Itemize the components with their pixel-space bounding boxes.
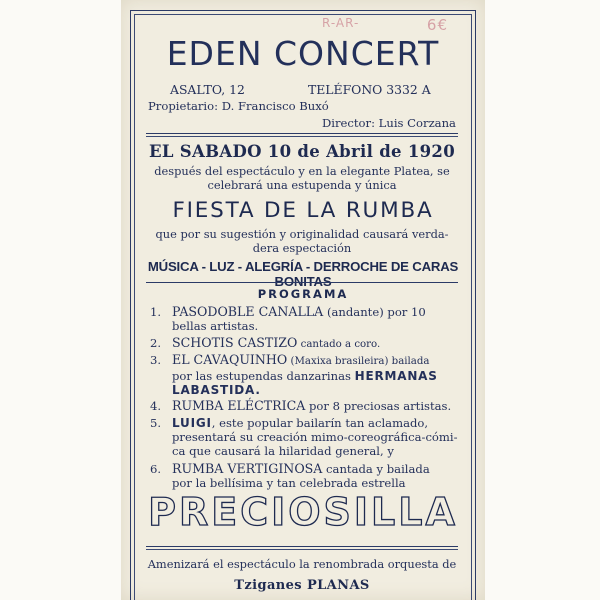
- address: ASALTO, 12: [170, 82, 245, 97]
- program-item-detail: (andante) por 10: [323, 305, 426, 319]
- program-item-6: [150, 462, 460, 490]
- divider-program: [146, 282, 458, 283]
- program-item-title: RUMBA ELÉCTRICA: [172, 398, 306, 413]
- program-item-detail: por las estupendas danzarinas: [172, 369, 355, 383]
- program-item-number: 3.: [150, 353, 162, 367]
- program-item-detail: bellas artistas.: [172, 319, 259, 333]
- star-name: PRECIOSILLA: [148, 490, 458, 534]
- program-item-artist: HERMANAS: [354, 369, 438, 383]
- program-item-detail: (Maxixa brasileira) bailada: [287, 356, 430, 367]
- program-item-title: PASODOBLE CANALLA: [172, 304, 324, 319]
- program-item-number: 1.: [150, 305, 162, 319]
- program-item-3: [150, 353, 460, 395]
- divider-top-thin: [146, 136, 458, 137]
- venue-title: EDEN CONCERT: [166, 34, 440, 73]
- event-name: FIESTA DE LA RUMBA: [172, 198, 434, 223]
- event-intro-line-1: después del espectáculo y en la elegante Platea, se: [154, 164, 450, 178]
- divider-top: [146, 133, 458, 134]
- event-tagline: MÚSICA - LUZ - ALEGRÍA - DERROCHE DE CARAS BONITAS: [147, 259, 459, 289]
- program-item-number: 5.: [150, 416, 162, 430]
- orchestra-name: Tziganes PLANAS: [234, 578, 370, 593]
- program-item-title: RUMBA VERTIGINOSA: [172, 461, 323, 476]
- event-date-headline: EL SABADO 10 de Abril de 1920: [148, 142, 455, 161]
- pencil-price: 6€: [426, 16, 448, 34]
- program-item-detail: ca que causará la hilaridad general, y: [172, 444, 394, 458]
- program-item-2: [150, 336, 460, 350]
- program-item-5: [150, 416, 460, 458]
- event-desc-line-2: dera espectación: [252, 241, 352, 255]
- program-item-detail: cantado a coro.: [297, 339, 381, 350]
- program-item-number: 2.: [150, 336, 162, 350]
- footer-text: Amenizará el espectáculo la renombrada orquesta de: [147, 557, 457, 571]
- program-item-number: 6.: [150, 462, 162, 476]
- director: Director: Luis Corzana: [322, 116, 456, 130]
- event-desc-line-1: que por su sugestión y originalidad causará verda-: [155, 227, 449, 241]
- program-item-artist: LABASTIDA.: [172, 383, 261, 397]
- event-intro-line-2: celebrará una estupenda y única: [207, 178, 397, 192]
- phone: TELÉFONO 3332 A: [308, 82, 431, 97]
- program-item-4: [150, 399, 460, 413]
- program-item-title: LUIGI: [172, 416, 212, 430]
- program-item-title: EL CAVAQUINHO: [172, 352, 288, 367]
- program-item-detail: presentará su creación mimo-coreográfica-cómi-: [172, 430, 458, 444]
- program-heading: PROGRAMA: [257, 287, 349, 301]
- program-item-title: SCHOTIS CASTIZO: [172, 335, 298, 350]
- program-item-detail: por la bellísima y tan celebrada estrella: [172, 476, 406, 490]
- owner: Propietario: D. Francisco Buxó: [148, 99, 329, 113]
- divider-bottom-thin: [146, 549, 458, 550]
- program-item-detail: cantada y bailada: [322, 462, 430, 476]
- program-item-1: [150, 305, 460, 333]
- program-item-number: 4.: [150, 399, 162, 413]
- program-item-detail: por 8 preciosas artistas.: [305, 399, 452, 413]
- divider-bottom: [146, 546, 458, 547]
- program-item-detail: , este popular bailarín tan aclamado,: [211, 416, 429, 430]
- pencil-code: R-AR-: [322, 16, 360, 30]
